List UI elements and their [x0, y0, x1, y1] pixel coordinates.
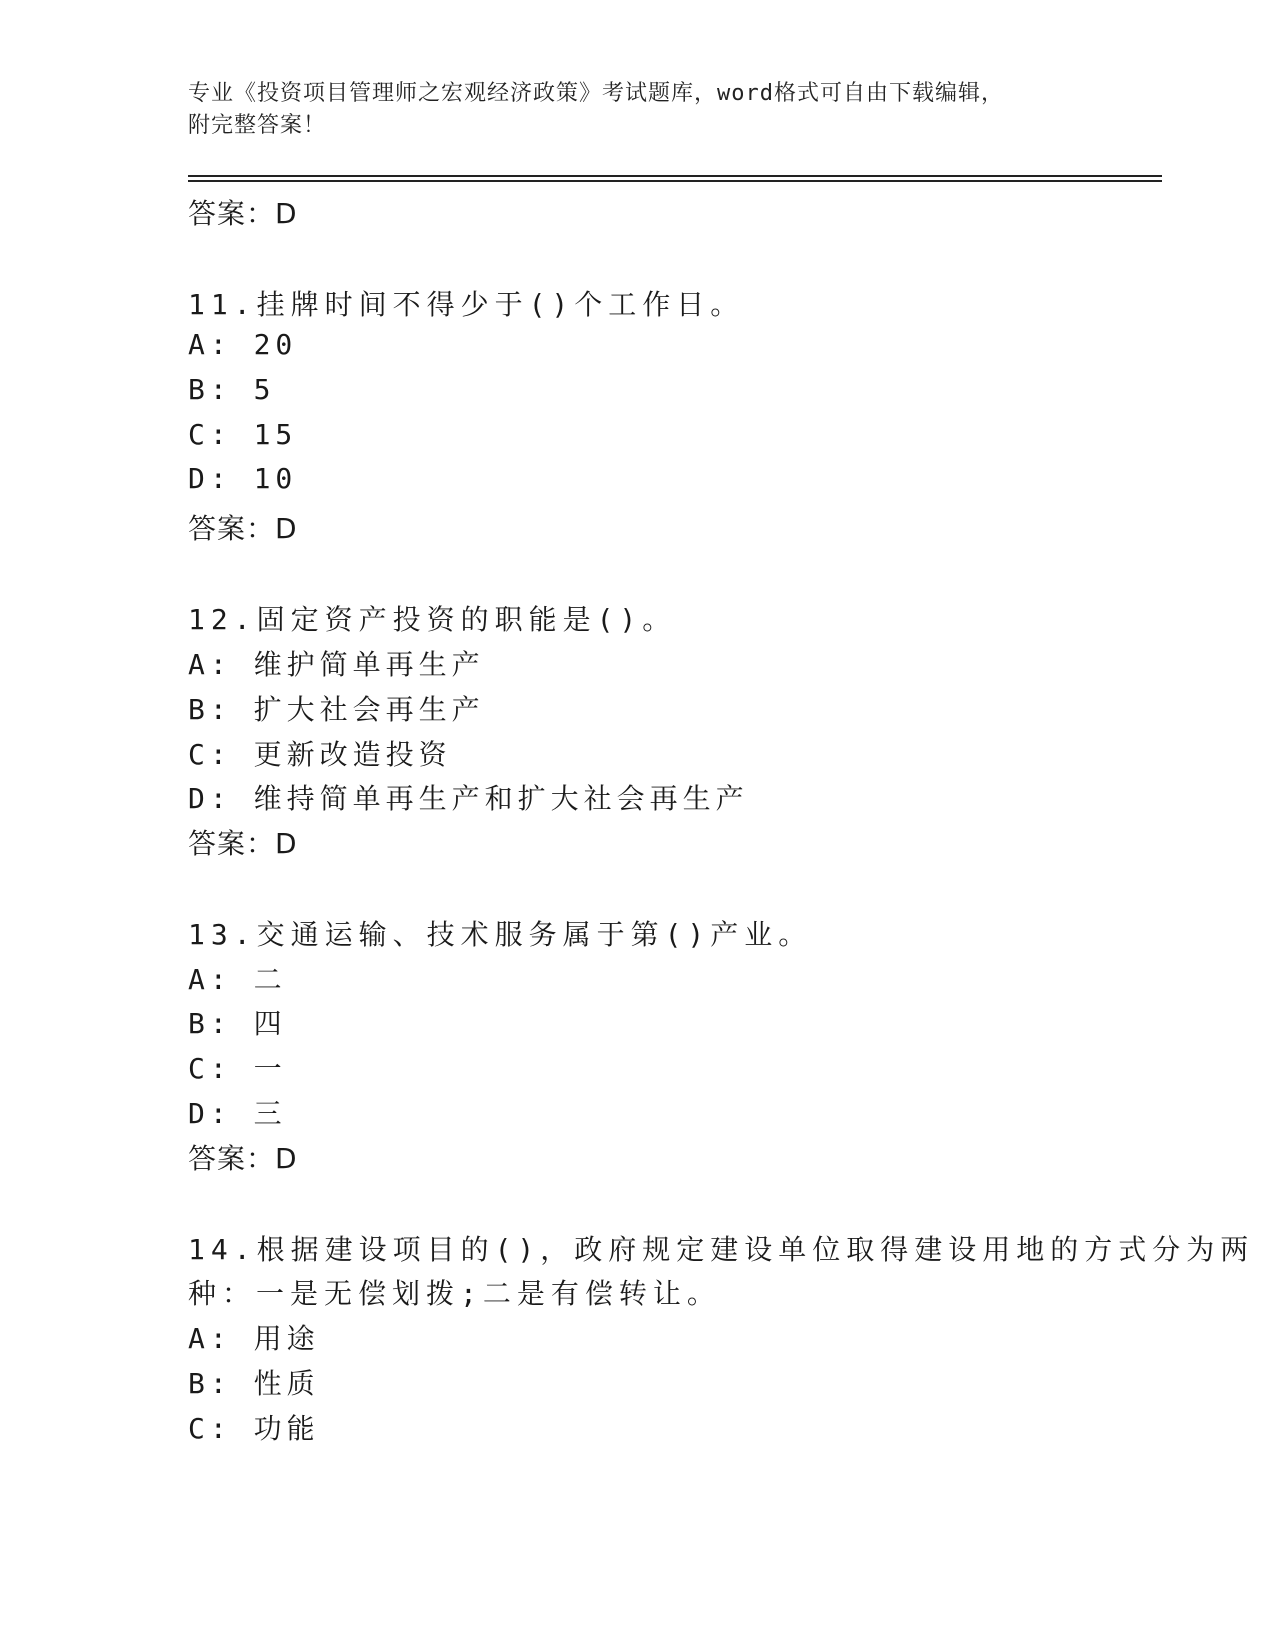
question-14-option-b: B: 性质 [188, 1367, 320, 1400]
header-text-line-1: 专业《投资项目管理师之宏观经济政策》考试题库，word格式可自由下载编辑， [188, 81, 1004, 106]
question-11-option-a: A: 20 [188, 328, 298, 361]
question-14-text-line-2: 种：一是无偿划拨;二是有偿转让。 [188, 1277, 721, 1310]
question-11-option-d: D: 10 [188, 462, 298, 495]
question-14-text-line-1: 14.根据建设项目的()，政府规定建设单位取得建设用地的方式分为两 [188, 1233, 1255, 1266]
header-rule-top [188, 175, 1162, 177]
question-12-option-c: C: 更新改造投资 [188, 738, 452, 771]
question-13-option-d: D: 三 [188, 1097, 287, 1130]
prev-answer: 答案：D [188, 197, 298, 230]
question-13-option-b: B: 四 [188, 1007, 287, 1040]
question-11-option-c: C: 15 [188, 418, 298, 451]
question-13-text: 13.交通运输、技术服务属于第()产业。 [188, 918, 813, 951]
question-14-option-c: C: 功能 [188, 1412, 320, 1445]
question-11-option-b: B: 5 [188, 373, 276, 406]
question-12-option-b: B: 扩大社会再生产 [188, 693, 485, 726]
question-12-option-d: D: 维持简单再生产和扩大社会再生产 [188, 782, 749, 815]
question-11-answer: 答案：D [188, 512, 298, 545]
header-text-line-2: 附完整答案！ [188, 113, 327, 138]
question-11-text: 11.挂牌时间不得少于()个工作日。 [188, 288, 745, 321]
question-12-option-a: A: 维护简单再生产 [188, 648, 485, 681]
question-13-option-c: C: 一 [188, 1052, 287, 1085]
question-13-answer: 答案：D [188, 1142, 298, 1175]
question-12-text: 12.固定资产投资的职能是()。 [188, 603, 677, 636]
question-14-option-a: A: 用途 [188, 1322, 320, 1355]
header-rule-bottom [188, 180, 1162, 182]
question-12-answer: 答案：D [188, 827, 298, 860]
question-13-option-a: A: 二 [188, 963, 287, 996]
